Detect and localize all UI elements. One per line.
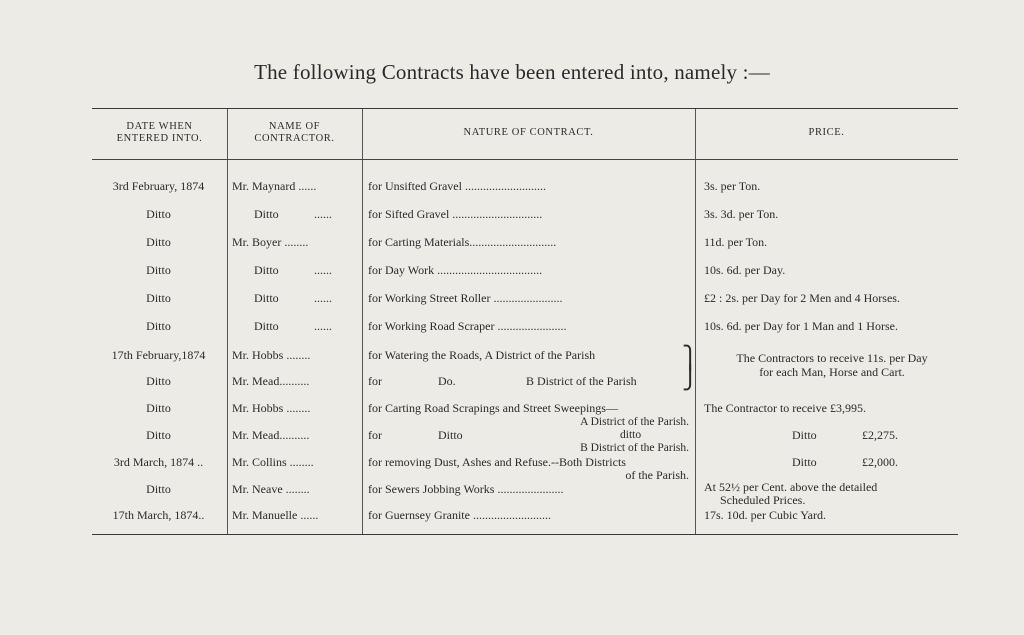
header-nature: NATURE OF CONTRACT. (463, 127, 594, 138)
contracts-table (92, 108, 958, 535)
header-rule (92, 159, 958, 160)
row-nature: for Day Work ................................... (368, 263, 543, 277)
row-date: Ditto (146, 235, 171, 249)
row-nature: for Watering the Roads, A District of the Parish (368, 348, 596, 362)
row-contractor: Ditto (254, 207, 279, 221)
row-date: Ditto (146, 263, 171, 277)
header-date: DATE WHEN ENTERED INTO. (116, 121, 203, 144)
row-nature: for Sewers Jobbing Works ...................... (368, 482, 564, 496)
row-nature-ditto-sub: ditto (620, 429, 642, 441)
row-contractor-dots: ...... (314, 263, 332, 277)
row-price: 11d. per Ton. (704, 235, 768, 249)
row-date: Ditto (146, 319, 171, 333)
row-nature: for removing Dust, Ashes and Refuse.--Both Districts (368, 455, 626, 469)
row-contractor: Mr. Mead.......... (232, 428, 310, 442)
page-title: The following Contracts have been entered into, namely :— (254, 60, 770, 84)
row-nature-for: for (368, 428, 382, 442)
row-price-ditto: Ditto (792, 428, 817, 442)
row-date: Ditto (146, 291, 171, 305)
row-contractor-dots: ...... (314, 291, 332, 305)
row-date: 3rd March, 1874 .. (113, 455, 204, 469)
row-contractor: Mr. Neave ........ (232, 482, 310, 496)
row-contractor: Ditto (254, 319, 279, 333)
row-nature-ditto: Ditto (438, 428, 463, 442)
row-date: Ditto (146, 482, 171, 496)
row-date: 3rd February, 1874 (112, 179, 205, 193)
row-price: At 52½ per Cent. above the detailed (704, 480, 878, 494)
row-date: Ditto (146, 401, 171, 415)
row-contractor-dots: ...... (314, 319, 332, 333)
shared-price-line-2: for each Man, Horse and Cart. (759, 365, 905, 379)
row-contractor: Mr. Mead.......... (232, 374, 310, 388)
row-nature: for Carting Road Scrapings and Street Sweepings— (368, 401, 618, 415)
row-price-ditto: Ditto (792, 455, 817, 469)
row-contractor-dots: ...... (314, 207, 332, 221)
row-contractor: Ditto (254, 263, 279, 277)
row-nature-cont: of the Parish. (625, 468, 689, 482)
row-nature: for Sifted Gravel .............................. (368, 207, 543, 221)
row-contractor: Mr. Hobbs ........ (232, 401, 311, 415)
row-nature-a-district: A District of the Parish. (580, 416, 689, 428)
column-divider (695, 109, 696, 534)
row-contractor: Mr. Maynard ...... (232, 179, 317, 193)
row-nature-do: Do. (438, 374, 456, 388)
row-price: 3s. per Ton. (704, 179, 761, 193)
shared-price-line-1: The Contractors to receive 11s. per Day (736, 351, 928, 365)
header-price: PRICE. (808, 127, 845, 138)
row-nature-for: for (368, 374, 382, 388)
row-date: Ditto (146, 207, 171, 221)
row-price-amount: £2,000. (862, 455, 898, 469)
row-nature: for Carting Materials............................. (368, 235, 557, 249)
row-nature: for Working Road Scraper ....................... (368, 319, 567, 333)
row-contractor: Mr. Boyer ........ (232, 235, 309, 249)
row-price: 10s. 6d. per Day. (704, 263, 786, 277)
row-nature: for Unsifted Gravel ........................... (368, 179, 546, 193)
row-contractor: Mr. Manuelle ...... (232, 508, 319, 522)
brace-glyph: ⎫ (682, 345, 699, 370)
row-price-cont: Scheduled Prices. (720, 493, 806, 507)
row-price: 10s. 6d. per Day for 1 Man and 1 Horse. (704, 319, 898, 333)
column-divider (227, 109, 228, 534)
row-date: Ditto (146, 428, 171, 442)
row-contractor: Ditto (254, 291, 279, 305)
row-contractor: Mr. Collins ........ (232, 455, 314, 469)
row-price: 3s. 3d. per Ton. (704, 207, 779, 221)
row-date: 17th February,1874 (111, 348, 206, 362)
row-price: £2 : 2s. per Day for 2 Men and 4 Horses. (704, 291, 900, 305)
row-nature: for Working Street Roller ....................... (368, 291, 563, 305)
row-nature-b-district: B District of the Parish. (580, 442, 689, 454)
header-name: NAME OF CONTRACTOR. (254, 121, 335, 144)
brace-glyph: ⎭ (682, 365, 699, 390)
row-price: 17s. 10d. per Cubic Yard. (704, 508, 826, 522)
row-date: 17th March, 1874.. (112, 508, 205, 522)
row-nature-district: B District of the Parish (526, 374, 637, 388)
row-price-amount: £2,275. (862, 428, 898, 442)
row-nature: for Guernsey Granite .......................... (368, 508, 551, 522)
row-price: The Contractor to receive £3,995. (704, 401, 866, 415)
row-date: Ditto (146, 374, 171, 388)
row-contractor: Mr. Hobbs ........ (232, 348, 311, 362)
